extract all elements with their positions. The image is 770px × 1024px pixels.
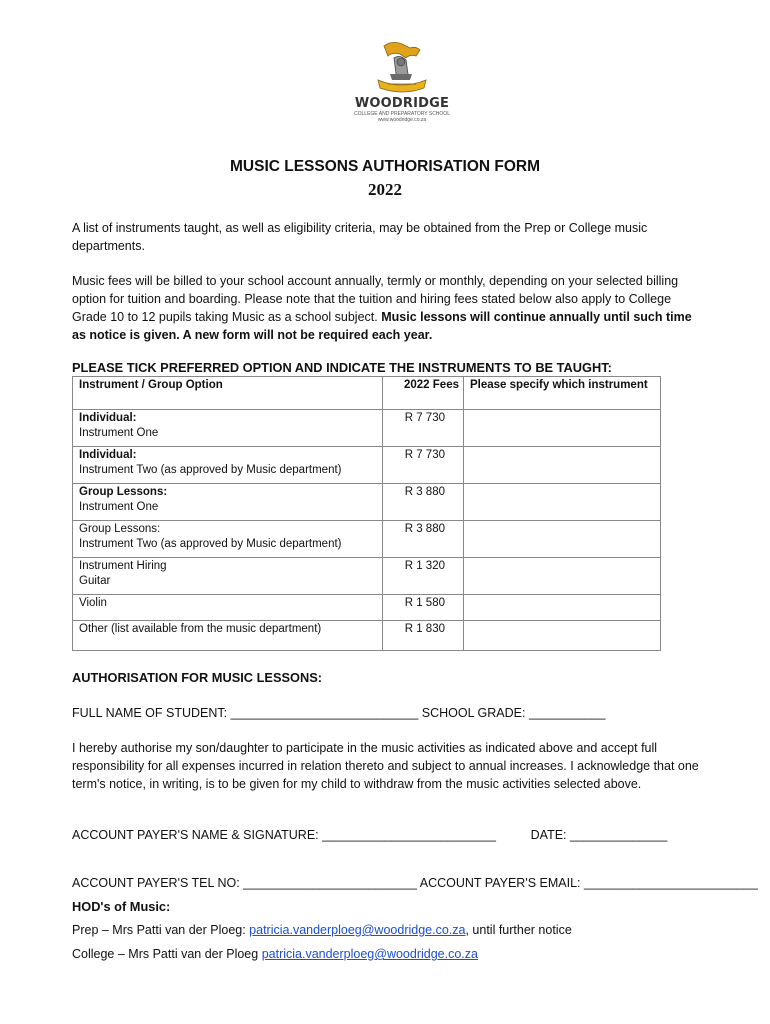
fee-cell: R 1 320 <box>383 558 464 595</box>
fee-cell: R 1 580 <box>383 595 464 621</box>
option-title: Group Lessons: <box>79 486 168 498</box>
option-title: Other (list available from the music department) <box>79 623 322 635</box>
option-subtitle: Guitar <box>79 575 111 587</box>
specify-instrument-field[interactable] <box>464 595 661 621</box>
college-contact-name: College – Mrs Patti van der Ploeg <box>72 947 262 961</box>
authorisation-heading: AUTHORISATION FOR MUSIC LESSONS: <box>72 670 323 685</box>
col-header-option: Instrument / Group Option <box>73 377 383 410</box>
option-cell <box>73 447 383 484</box>
form-year: 2022 <box>368 180 402 199</box>
specify-instrument-field[interactable] <box>464 484 661 521</box>
option-title: Group Lessons: <box>79 523 161 535</box>
table-row <box>73 484 661 521</box>
option-cell <box>73 595 383 621</box>
option-title: Individual: <box>79 449 137 461</box>
fees-paragraph <box>72 272 702 344</box>
table-row <box>73 558 661 595</box>
option-subtitle: Instrument Two (as approved by Music department) <box>79 538 342 550</box>
option-cell <box>73 410 383 447</box>
option-title: Individual: <box>79 412 137 424</box>
instrument-table <box>72 376 661 651</box>
prep-contact-note: , until further notice <box>465 923 572 937</box>
specify-instrument-field[interactable] <box>464 621 661 651</box>
fee-cell: R 3 880 <box>383 521 464 558</box>
fee-cell: R 7 730 <box>383 410 464 447</box>
option-subtitle: Instrument One <box>79 427 159 439</box>
logo-name: WOODRIDGE <box>354 96 450 111</box>
logo-website: www.woodridge.co.za <box>377 117 427 123</box>
option-title: Instrument Hiring <box>79 560 167 572</box>
college-contact <box>72 947 478 961</box>
prep-contact <box>72 923 572 937</box>
hod-heading: HOD's of Music: <box>72 899 171 914</box>
col-header-specify: Please specify which instrument <box>464 377 661 410</box>
col-header-fees: 2022 Fees <box>383 377 464 410</box>
option-cell <box>73 621 383 651</box>
specify-instrument-field[interactable] <box>464 521 661 558</box>
school-crest-icon <box>370 40 434 98</box>
authorisation-statement: I hereby authorise my son/daughter to participate in the music activities as indicated above and accept full responsibility for all expenses incurred in relation thereto and subject to annual increases. I acknowledge that one term's notice, in writing, is to be given for my child to withdraw from the music activities selected above. <box>72 741 699 791</box>
option-cell <box>73 521 383 558</box>
fees-text: Music fees will be billed to your school account annually, termly or monthly, depending on your selected billing option for tuition and boarding. Please note that the tuition and hiring fees stated below also apply to College Grade 10 to 12 pupils taking Music as a school subject. <box>72 274 679 324</box>
table-row <box>73 521 661 558</box>
option-title: Violin <box>79 597 107 609</box>
fees-notice: Music lessons will continue annually until such time as notice is given. A new form will not be required each year. <box>72 310 692 342</box>
specify-instrument-field[interactable] <box>464 558 661 595</box>
option-subtitle: Instrument Two (as approved by Music department) <box>79 464 342 476</box>
option-cell <box>73 558 383 595</box>
prep-email-link[interactable]: patricia.vanderploeg@woodridge.co.za <box>249 923 466 937</box>
school-logo <box>352 40 452 132</box>
payer-signature-date-field[interactable]: ACCOUNT PAYER'S NAME & SIGNATURE: _________________________ DATE: ______________ <box>72 828 668 842</box>
option-cell <box>73 484 383 521</box>
option-subtitle: Instrument One <box>79 501 159 513</box>
form-title: MUSIC LESSONS AUTHORISATION FORM <box>230 158 540 175</box>
college-email-link[interactable]: patricia.vanderploeg@woodridge.co.za <box>261 947 478 961</box>
table-row <box>73 447 661 484</box>
tick-heading: PLEASE TICK PREFERRED OPTION AND INDICATE THE INSTRUMENTS TO BE TAUGHT: <box>72 360 612 375</box>
table-row <box>73 595 661 621</box>
fee-cell: R 3 880 <box>383 484 464 521</box>
specify-instrument-field[interactable] <box>464 447 661 484</box>
fee-cell: R 7 730 <box>383 447 464 484</box>
table-header-row <box>73 377 661 410</box>
logo-subtitle: COLLEGE AND PREPARATORY SCHOOL <box>354 111 450 117</box>
specify-instrument-field[interactable] <box>464 410 661 447</box>
intro-paragraph: A list of instruments taught, as well as eligibility criteria, may be obtained from the Prep or College music departments. <box>72 221 648 253</box>
prep-contact-name: Prep – Mrs Patti van der Ploeg: <box>72 923 250 937</box>
payer-contact-field[interactable]: ACCOUNT PAYER'S TEL NO: _________________________ ACCOUNT PAYER'S EMAIL: _________________________ <box>72 876 758 890</box>
fee-cell: R 1 830 <box>383 621 464 651</box>
table-row <box>73 621 661 651</box>
table-row <box>73 410 661 447</box>
student-name-grade-field[interactable]: FULL NAME OF STUDENT: ___________________________ SCHOOL GRADE: ___________ <box>72 706 606 720</box>
